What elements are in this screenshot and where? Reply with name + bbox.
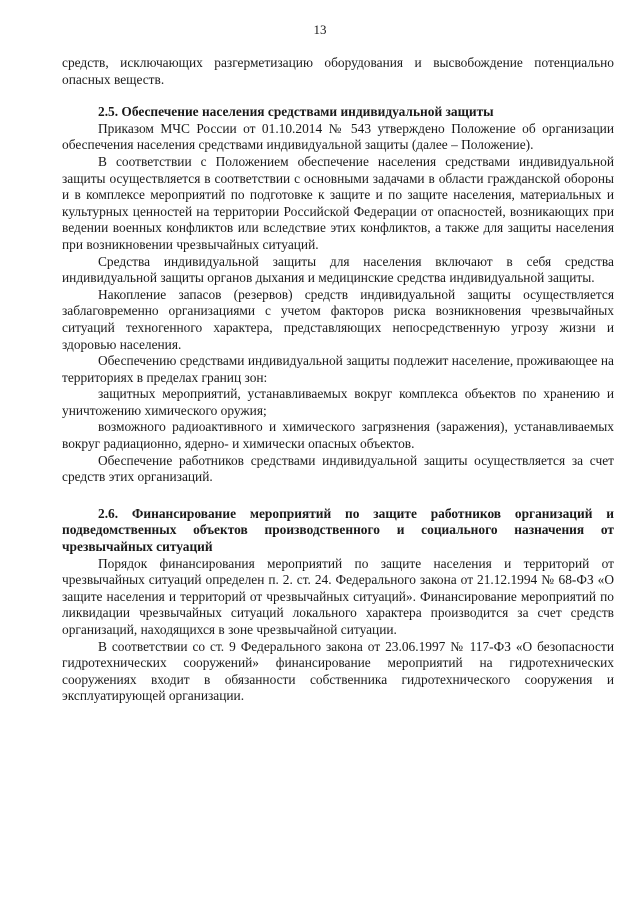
body-paragraph: Накопление запасов (резервов) средств индивидуальной защиты осуществляется заблаговременно организациями с учетом факторов риска возникновения чрезвычайных ситуаций техногенного характера, представляющих непосредственную угрозу жизни и здоровью населения. [62,286,614,352]
body-paragraph: Порядок финансирования мероприятий по защите населения и территорий от чрезвычайных ситуаций определен п. 2. ст. 24. Федерального закона от 21.12.1994 № 68-ФЗ «О защите населения и территорий от чрезвычайных ситуаций». Финансирование мероприятий по ликвидации чрезвычайных ситуаций локального характера производится за счет средств организаций, находящихся в зоне чрезвычайной ситуации. [62,555,614,637]
document-body [62,55,614,705]
section-spacer [62,88,614,104]
body-paragraph: Обеспечение работников средствами индивидуальной защиты осуществляется за счет средств этих организаций. [62,452,614,485]
page-number: 13 [313,22,327,37]
body-paragraph: защитных мероприятий, устанавливаемых вокруг комплекса объектов по хранению и уничтожению химического оружия; [62,386,614,418]
section-spacer [62,486,614,506]
body-paragraph: возможного радиоактивного и химического загрязнения (заражения), устанавливаемых вокруг радиационно, ядерно- и химически опасных объектов. [62,419,614,452]
body-paragraph: Средства индивидуальной защиты для населения включают в себя средства индивидуальной защиты органов дыхания и медицинские средства индивидуальной защиты. [62,253,614,286]
section-heading: 2.5. Обеспечение населения средствами индивидуальной защиты [98,104,494,120]
section-heading: 2.6. Финансирование мероприятий по защите работников организаций и подведомственных объектов производственного и социального назначения от чрезвычайных ситуаций [62,505,614,555]
body-paragraph: средств, исключающих разгерметизацию оборудования и высвобождение потенциально опасных веществ. [62,55,614,87]
body-paragraph: В соответствии с Положением обеспечение населения средствами индивидуальной защиты осуществляется в соответствии с основными задачами в области гражданской обороны и в комплексе мероприятий по подготовке к защите и по защите населения, материальных и культурных ценностей на территории Российской Федерации от опасностей, возникающих при ведении военных конфликтов или вследствие этих конфликтов, а также для защиты населения при возникновении чрезвычайных ситуаций. [62,153,614,252]
body-paragraph: Приказом МЧС России от 01.10.2014 № 543 утверждено Положение об организации обеспечения населения средствами индивидуальной защиты (далее – Положение). [62,120,614,153]
body-paragraph: В соответствии со ст. 9 Федерального закона от 23.06.1997 № 117-ФЗ «О безопасности гидротехнических сооружений» финансирование мероприятий на гидротехнических сооружениях входит в обязанности собственника гидротехнического сооружения и эксплуатирующей организации. [62,638,614,704]
body-paragraph: Обеспечению средствами индивидуальной защиты подлежит население, проживающее на территориях в пределах границ зон: [62,353,614,385]
